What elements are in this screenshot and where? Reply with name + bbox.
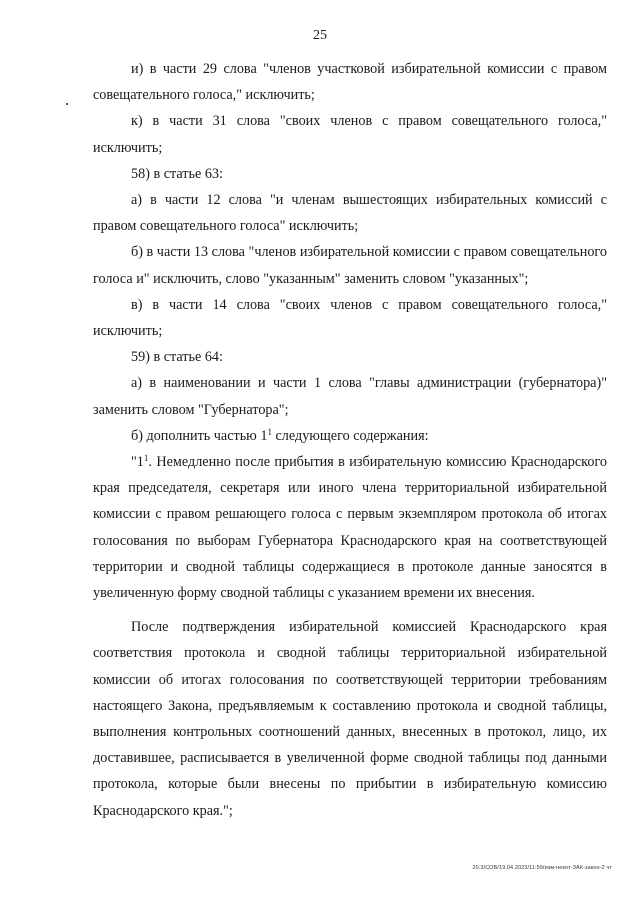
document-body	[93, 56, 607, 824]
paragraph-part-29: и) в части 29 слова "членов участковой избирательной комиссии с правом совещательного голоса," исключить;	[93, 61, 607, 104]
page-number: 25	[313, 28, 327, 43]
paragraph-part-31: к) в части 31 слова "своих членов с правом совещательного голоса," исключить;	[93, 113, 607, 156]
paragraph-add-part	[93, 423, 607, 449]
paragraph-part-14: в) в части 14 слова "своих членов с правом совещательного голоса," исключить;	[93, 296, 607, 340]
paragraph-part-12: а) в части 12 слова "и членам вышестоящих избирательных комиссий с правом совещательного голоса" исключить;	[93, 192, 607, 235]
paragraph-new-part-text	[93, 449, 607, 606]
paragraph-article-64: 59) в статье 64:	[131, 349, 223, 366]
add-part-text-end: следующего содержания:	[271, 427, 429, 444]
margin-mark	[66, 103, 68, 105]
add-part-text: б) дополнить частью 1	[131, 427, 268, 444]
new-part-body: . Немедленно после прибытия в избирательную комиссию Краснодарского края председателя, секретаря или иного члена территориальной избирательной комиссии с правом решающего голоса с первым экземпляром протокола об итогах голосования по выборам Губернатора Краснодарского края на соответствующей территории и сводной таблицы содержащиеся в протоколе данные заносятся в увеличенную форму сводной таблицы с указанием времени их внесения.	[93, 454, 607, 602]
paragraph-confirmation: После подтверждения избирательной комиссией Краснодарского края соответствия протокола и сводной таблицы территориальной избирательной комиссии об итогах голосования по соответствующей территории требованиям настоящего Закона, предъявляемым к составлению протокола и сводной таблицы, выполнения контрольных соотношений данных, внесенных в протокол, лицо, их доставившее, расписывается в увеличенной форме сводной таблицы под данными протокола, которые были внесены по прибытии в избирательную комиссию Краснодарского края.";	[93, 619, 607, 819]
paragraph-part-13: б) в части 13 слова "членов избирательной комиссии с правом совещательного голоса и" исключить, слово "указанным" заменить словом "указанных";	[93, 244, 607, 287]
paragraph-article-63: 58) в статье 63:	[131, 165, 223, 182]
document-footer-code: 20.3/СОВ/19.04.2023/11:59/изм-некот-ЗАК-закон-2 чт	[472, 865, 612, 871]
paragraph-title-part-1: а) в наименовании и части 1 слова "главы администрации (губернатора)" заменить словом "Губернатора";	[93, 375, 607, 418]
add-part-superscript: 1	[267, 426, 272, 437]
new-part-number: "1	[131, 454, 144, 471]
new-part-superscript: 1	[143, 453, 149, 464]
